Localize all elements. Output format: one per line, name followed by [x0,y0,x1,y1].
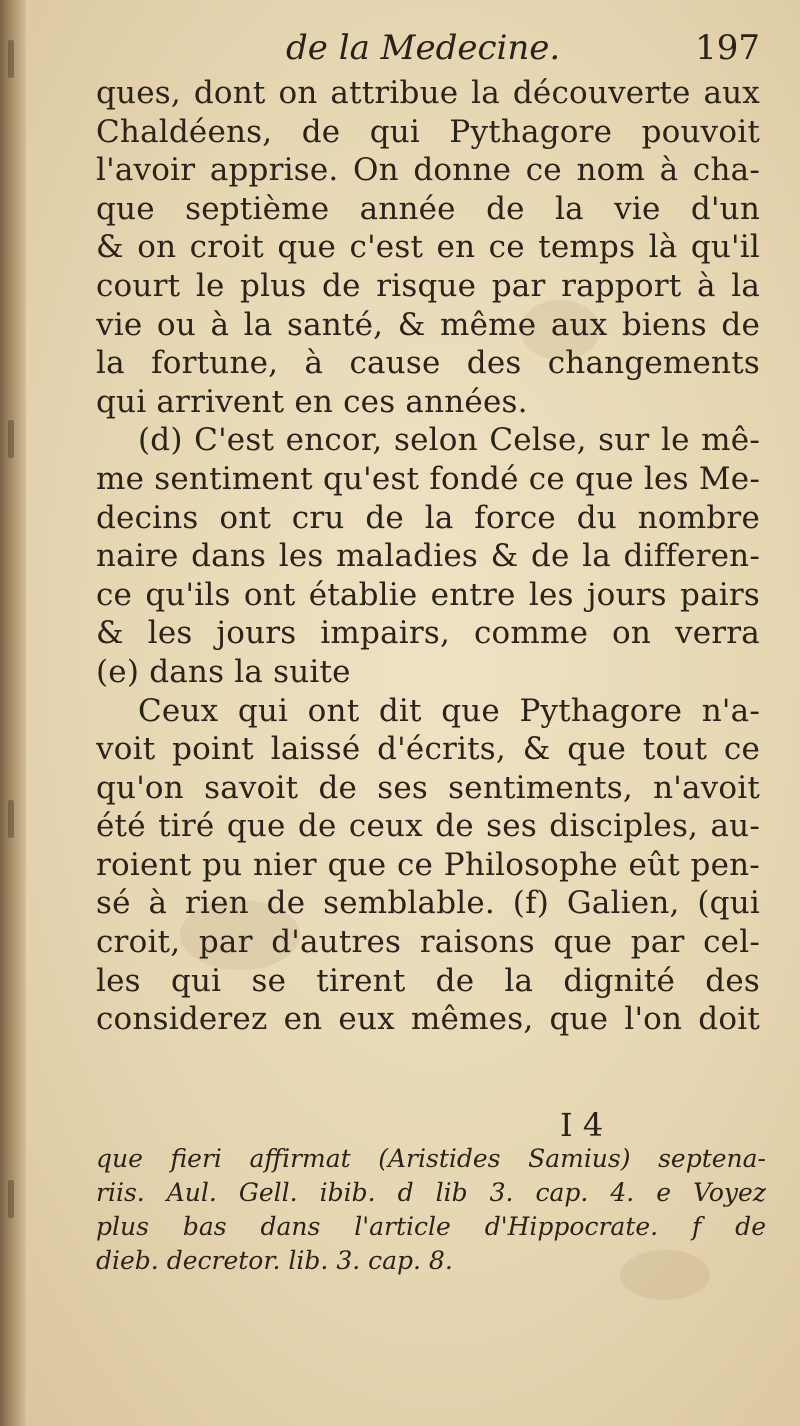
text-line: la fortune, à cause des changements [96,345,760,382]
page-gutter [0,0,26,1426]
text-line: sé à rien de semblable. (f) Galien, (qui [96,885,760,922]
text-line: decins ont cru de la force du nombre [96,499,760,536]
text-line: l'avoir apprise. On donne ce nom à cha- [96,152,760,189]
footnotes [96,1142,766,1278]
text-line: croit, par d'autres raisons que par cel- [96,924,760,961]
text-line: roient pu nier que ce Philosophe eût pen- [96,846,760,883]
body-text [96,74,760,1039]
binding-stitch [8,800,14,838]
text-line: considerez en eux mêmes, que l'on doit [96,1001,760,1038]
text-line: ce qu'ils ont établie entre les jours pairs [96,576,760,613]
text-line: voit point laissé d'écrits, & que tout ce [96,731,760,768]
text-line: que septième année de la vie d'un [96,190,760,227]
text-line: qui arrivent en ces années. [96,383,528,420]
footnote-line: que fieri affirmat (Aristides Samius) septena- [96,1144,766,1173]
text-line: naire dans les maladies & de la differen- [96,538,760,575]
footnote-line: riis. Aul. Gell. ibib. d lib 3. cap. 4. e Voyez [96,1178,766,1207]
text-line: & les jours impairs, comme on verra [96,615,760,652]
text-line: court le plus de risque par rapport à la [96,267,760,304]
binding-stitch [8,1180,14,1218]
footnote-line: dieb. decretor. lib. 3. cap. 8. [96,1246,453,1275]
signature-mark: I 4 [560,1106,604,1144]
binding-stitch [8,40,14,78]
text-line: (e) dans la suite [96,653,351,690]
running-title: de la Medecine. [286,28,561,68]
page-header [96,28,760,76]
footnote-line: plus bas dans l'article d'Hippocrate. f de [96,1212,766,1241]
text-line: (d) C'est encor, selon Celse, sur le mê- [138,422,760,459]
text-line: les qui se tirent de la dignité des [96,962,760,999]
binding-stitch [8,420,14,458]
text-line: qu'on savoit de ses sentiments, n'avoit [96,769,760,806]
text-line: me sentiment qu'est fondé ce que les Me- [96,460,760,497]
text-line: Chaldéens, de qui Pythagore pouvoit [96,113,760,150]
text-line: vie ou à la santé, & même aux biens de [96,306,760,343]
text-line: & on croit que c'est en ce temps là qu'il [96,229,760,266]
text-line: ques, dont on attribue la découverte aux [96,75,760,111]
page-number: 197 [695,28,760,68]
text-line: Ceux qui ont dit que Pythagore n'a- [138,692,760,729]
text-line: été tiré que de ceux de ses disciples, au- [96,808,760,845]
